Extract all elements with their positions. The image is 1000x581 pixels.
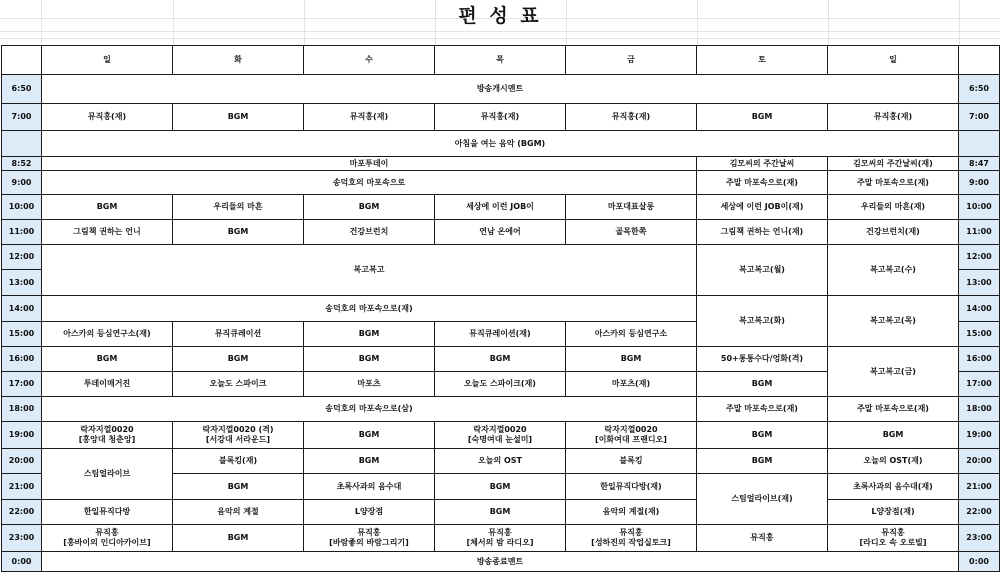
program-title: 뮤직홍	[881, 528, 905, 537]
program-subtitle: [이화여대 프랜디오]	[595, 435, 667, 444]
time-label: 23:00	[959, 525, 1000, 552]
program-cell: 방송종료멘트	[42, 552, 959, 572]
row-0000	[2, 552, 1000, 572]
row-2200	[2, 500, 1000, 525]
header-row	[2, 46, 1000, 75]
time-label: 7:00	[959, 104, 1000, 131]
program-cell: 김모씨의 주간날씨	[697, 157, 828, 171]
program-cell: 우리들의 마흔	[173, 195, 304, 220]
program-cell: L양장점	[304, 500, 435, 525]
time-label: 10:00	[959, 195, 1000, 220]
time-label: 9:00	[959, 171, 1000, 195]
time-label: 12:00	[959, 245, 1000, 270]
page-title: 편 성 표	[458, 5, 542, 27]
program-cell: BGM	[304, 422, 435, 449]
row-1000	[2, 195, 1000, 220]
program-cell: 연남 온에어	[435, 220, 566, 245]
program-title: 락자지껄0020	[473, 425, 527, 434]
program-cell: 복고복고(월)	[697, 245, 828, 296]
program-cell: 그림책 권하는 언니	[42, 220, 173, 245]
program-cell: BGM	[42, 195, 173, 220]
time-label: 20:00	[2, 449, 42, 474]
time-label: 22:00	[959, 500, 1000, 525]
program-cell: 오늘도 스파이크(재)	[435, 372, 566, 397]
row-morning	[2, 131, 1000, 157]
program-cell: BGM	[42, 347, 173, 372]
day-header: 금	[566, 46, 697, 75]
program-cell: 그림책 권하는 언니(재)	[697, 220, 828, 245]
row-0650	[2, 75, 1000, 104]
program-cell: 초록사과의 음수대	[304, 474, 435, 500]
program-cell: 주말 마포속으로(재)	[697, 397, 828, 422]
program-cell: 한일뮤직다방	[42, 500, 173, 525]
time-label-empty	[959, 131, 1000, 157]
program-cell: BGM	[697, 372, 828, 397]
program-title: 락자지껄0020	[80, 425, 134, 434]
row-1800	[2, 397, 1000, 422]
program-cell: 50+통통수다/엉화(격)	[697, 347, 828, 372]
program-cell: 방송개시멘트	[42, 75, 959, 104]
time-label: 19:00	[959, 422, 1000, 449]
program-cell: BGM	[697, 104, 828, 131]
program-cell: 세상에 이런 JOB이(재)	[697, 195, 828, 220]
program-cell: 투데이매거진	[42, 372, 173, 397]
program-cell: 마포츠	[304, 372, 435, 397]
program-cell: 오늘의 OST	[435, 449, 566, 474]
program-cell: 뮤직홍(재)	[304, 104, 435, 131]
program-cell: 음악의 계절(재)	[566, 500, 697, 525]
program-cell	[42, 422, 173, 449]
day-header: 일	[42, 46, 173, 75]
time-label-empty	[2, 131, 42, 157]
time-label: 9:00	[2, 171, 42, 195]
program-title: 뮤직홍	[488, 528, 512, 537]
program-cell: 아스카의 등심연구소	[566, 322, 697, 347]
program-cell: L양장점(재)	[828, 500, 959, 525]
program-cell: 주말 마포속으로(재)	[828, 397, 959, 422]
time-label: 18:00	[2, 397, 42, 422]
time-label: 11:00	[2, 220, 42, 245]
time-label: 17:00	[959, 372, 1000, 397]
row-0700	[2, 104, 1000, 131]
program-cell: 한일뮤직다방(재)	[566, 474, 697, 500]
time-label: 14:00	[2, 296, 42, 322]
program-cell: 뮤직홍(재)	[435, 104, 566, 131]
program-cell: 세상에 이런 JOB이	[435, 195, 566, 220]
program-cell	[42, 525, 173, 552]
program-cell	[435, 422, 566, 449]
program-cell: BGM	[173, 220, 304, 245]
row-1400	[2, 296, 1000, 322]
schedule-table	[1, 45, 1000, 572]
program-cell: BGM	[435, 474, 566, 500]
time-label: 21:00	[2, 474, 42, 500]
program-cell: BGM	[435, 500, 566, 525]
program-cell: 복고복고(목)	[828, 296, 959, 347]
program-cell: 뮤직큐레이션	[173, 322, 304, 347]
program-cell: BGM	[566, 347, 697, 372]
program-cell: 김모씨의 주간날씨(재)	[828, 157, 959, 171]
time-label: 6:50	[959, 75, 1000, 104]
time-label: 16:00	[959, 347, 1000, 372]
time-label: 8:52	[2, 157, 42, 171]
program-cell: 주말 마포속으로(재)	[697, 171, 828, 195]
row-1200	[2, 245, 1000, 270]
time-label: 15:00	[959, 322, 1000, 347]
time-label: 10:00	[2, 195, 42, 220]
time-label: 17:00	[2, 372, 42, 397]
program-cell: 음악의 계절	[173, 500, 304, 525]
day-header: 목	[435, 46, 566, 75]
program-cell: 송덕호의 마포속으로(삼)	[42, 397, 697, 422]
program-cell: 송덕호의 마포속으로(재)	[42, 296, 697, 322]
time-label: 18:00	[959, 397, 1000, 422]
row-2300	[2, 525, 1000, 552]
program-cell	[566, 525, 697, 552]
program-cell	[435, 525, 566, 552]
row-0900	[2, 171, 1000, 195]
time-label: 0:00	[2, 552, 42, 572]
program-cell: 오늘의 OST(재)	[828, 449, 959, 474]
program-cell: 복고복고(화)	[697, 296, 828, 347]
program-cell: 아침을 여는 음악 (BGM)	[42, 131, 959, 157]
time-label: 16:00	[2, 347, 42, 372]
program-cell: BGM	[435, 347, 566, 372]
program-cell	[304, 525, 435, 552]
time-label: 19:00	[2, 422, 42, 449]
time-label: 11:00	[959, 220, 1000, 245]
program-cell: 초록사과의 음수대(재)	[828, 474, 959, 500]
program-cell: BGM	[304, 449, 435, 474]
day-header: 화	[173, 46, 304, 75]
program-cell: 복고복고(금)	[828, 347, 959, 397]
program-cell: 뮤직홍	[697, 525, 828, 552]
program-cell: BGM	[828, 422, 959, 449]
program-cell: 블록킹(재)	[173, 449, 304, 474]
time-label: 6:50	[2, 75, 42, 104]
program-cell: BGM	[304, 195, 435, 220]
program-cell: BGM	[304, 347, 435, 372]
program-cell: 뮤직홍(재)	[828, 104, 959, 131]
grid-line	[0, 38, 1000, 39]
program-cell: BGM	[173, 347, 304, 372]
program-cell: 아스카의 등심연구소(재)	[42, 322, 173, 347]
program-subtitle: [바람좋의 바람그리기]	[329, 538, 409, 547]
time-label: 20:00	[959, 449, 1000, 474]
program-cell: BGM	[304, 322, 435, 347]
time-label: 8:47	[959, 157, 1000, 171]
program-cell: 마포츠(재)	[566, 372, 697, 397]
time-label: 13:00	[959, 270, 1000, 296]
program-cell: 뮤직홍(재)	[566, 104, 697, 131]
program-cell	[566, 422, 697, 449]
program-cell: BGM	[173, 104, 304, 131]
program-subtitle: [숙명여대 눈설미]	[467, 435, 533, 444]
program-cell: 마포투데이	[42, 157, 697, 171]
time-label: 12:00	[2, 245, 42, 270]
program-cell: BGM	[697, 449, 828, 474]
time-label: 15:00	[2, 322, 42, 347]
program-cell: 우리들의 마흔(재)	[828, 195, 959, 220]
program-cell: 복고복고(수)	[828, 245, 959, 296]
program-cell: 건강브런치(재)	[828, 220, 959, 245]
time-label: 23:00	[2, 525, 42, 552]
time-label: 7:00	[2, 104, 42, 131]
time-label: 0:00	[959, 552, 1000, 572]
program-title: 락자지껄0020	[604, 425, 658, 434]
program-cell: 스팀얼라이브	[42, 449, 173, 500]
day-header: 수	[304, 46, 435, 75]
program-cell	[828, 525, 959, 552]
corner-cell	[959, 46, 1000, 75]
time-label: 14:00	[959, 296, 1000, 322]
program-cell: 주말 마포속으로(재)	[828, 171, 959, 195]
program-cell: BGM	[697, 422, 828, 449]
program-cell: 복고복고	[42, 245, 697, 296]
day-header: 토	[697, 46, 828, 75]
program-subtitle: [홍앙대 청춘앙]	[78, 435, 136, 444]
program-title: 뮤직홍	[619, 528, 643, 537]
corner-cell	[2, 46, 42, 75]
program-cell: BGM	[173, 474, 304, 500]
row-1600	[2, 347, 1000, 372]
program-subtitle: [서강대 서라운드]	[205, 435, 271, 444]
program-cell: BGM	[173, 525, 304, 552]
program-subtitle: [라디오 속 오로빌]	[859, 538, 927, 547]
program-cell: 송덕호의 마포속으로	[42, 171, 697, 195]
program-cell	[173, 422, 304, 449]
program-cell: 오늘도 스파이크	[173, 372, 304, 397]
row-1100	[2, 220, 1000, 245]
time-label: 21:00	[959, 474, 1000, 500]
time-label: 13:00	[2, 270, 42, 296]
program-cell: 뮤직큐레이션(재)	[435, 322, 566, 347]
program-cell: 골목한쪽	[566, 220, 697, 245]
program-subtitle: [성하진의 작업실토크]	[591, 538, 671, 547]
program-cell: 건강브런치	[304, 220, 435, 245]
program-title: 뮤직홍	[95, 528, 119, 537]
program-cell: 블록킹	[566, 449, 697, 474]
row-0852	[2, 157, 1000, 171]
day-header: 일	[828, 46, 959, 75]
program-title: 뮤직홍	[357, 528, 381, 537]
time-label: 22:00	[2, 500, 42, 525]
program-cell: 마포대표살롱	[566, 195, 697, 220]
program-cell: 뮤직홍(재)	[42, 104, 173, 131]
row-2000	[2, 449, 1000, 474]
row-1900	[2, 422, 1000, 449]
program-subtitle: [홍바이의 인디아카이브]	[63, 538, 151, 547]
program-cell: 스팀얼라이브(재)	[697, 474, 828, 525]
program-title: 락자지껄0020 (격)	[202, 425, 274, 434]
program-subtitle: [체서의 밤 라디오]	[466, 538, 534, 547]
